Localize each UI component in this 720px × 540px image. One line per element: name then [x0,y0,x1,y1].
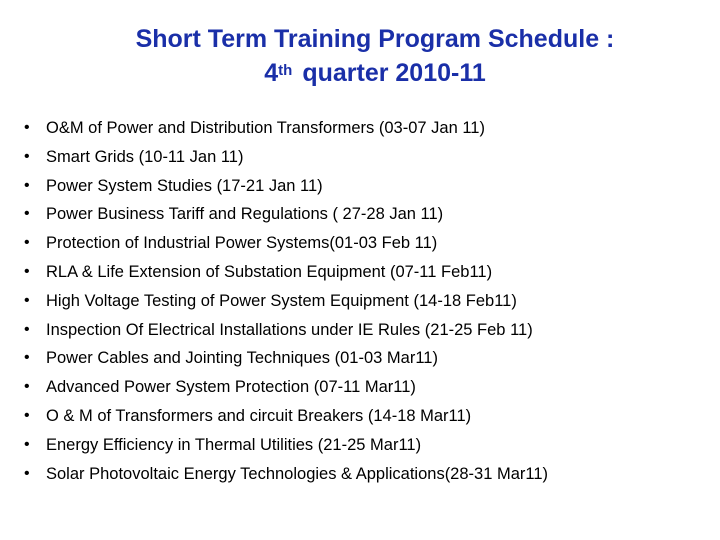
schedule-item [24,200,548,229]
bullet: • [24,205,30,223]
bullet: • [24,378,30,396]
schedule-item-text: Advanced Power System Protection (07-11 Mar11) [46,378,416,397]
schedule-list [24,114,548,488]
schedule-item [24,316,548,345]
schedule-item [24,460,548,489]
bullet: • [24,119,30,136]
schedule-item-text: High Voltage Testing of Power System Equipment (14-18 Feb11) [46,291,517,310]
schedule-item [24,344,548,373]
schedule-item-text: Smart Grids (10-11 Jan 11) [46,147,244,166]
bullet: • [24,464,30,482]
bullet: • [24,262,30,280]
title-ordinal-suffix: th [278,62,293,79]
bullet: • [24,291,30,309]
schedule-item-text: Inspection Of Electrical Installations under IE Rules (21-25 Feb 11) [46,320,533,339]
bullet: • [24,435,30,453]
schedule-item-text: Protection of Industrial Power Systems(01-03 Feb 11) [46,234,438,253]
schedule-item [24,431,548,460]
schedule-item [24,229,548,258]
bullet: • [24,234,30,252]
schedule-item-text: Power System Studies (17-21 Jan 11) [46,176,323,195]
title-line-1: Short Term Training Program Schedule : [135,25,615,53]
schedule-item-text: Power Cables and Jointing Techniques (01-03 Mar11) [46,349,438,368]
bullet: • [24,176,30,194]
schedule-item [24,373,548,402]
title-line-2 [0,56,720,90]
title-quarter-text: quarter 2010-11 [302,59,486,87]
schedule-item-text: Solar Photovoltaic Energy Technologies & Applications(28-31 Mar11) [46,464,549,483]
schedule-item-text: O&M of Power and Distribution Transformers (03-07 Jan 11) [46,119,485,137]
schedule-item-text: Energy Efficiency in Thermal Utilities (21-25 Mar11) [46,435,422,454]
schedule-item [24,287,548,316]
bullet: • [24,349,30,367]
schedule-item-text: RLA & Life Extension of Substation Equipment (07-11 Feb11) [46,262,493,281]
schedule-item-text: O & M of Transformers and circuit Breakers (14-18 Mar11) [46,406,472,425]
title-quarter-number: 4 [264,59,279,87]
schedule-item [24,172,548,201]
slide-title [0,22,720,90]
schedule-item [24,114,548,143]
bullet: • [24,406,30,424]
schedule-item [24,143,548,172]
schedule-item-text: Power Business Tariff and Regulations ( 27-28 Jan 11) [46,205,444,224]
bullet: • [24,320,30,338]
schedule-item [24,402,548,431]
schedule-item [24,258,548,287]
bullet: • [24,147,30,165]
